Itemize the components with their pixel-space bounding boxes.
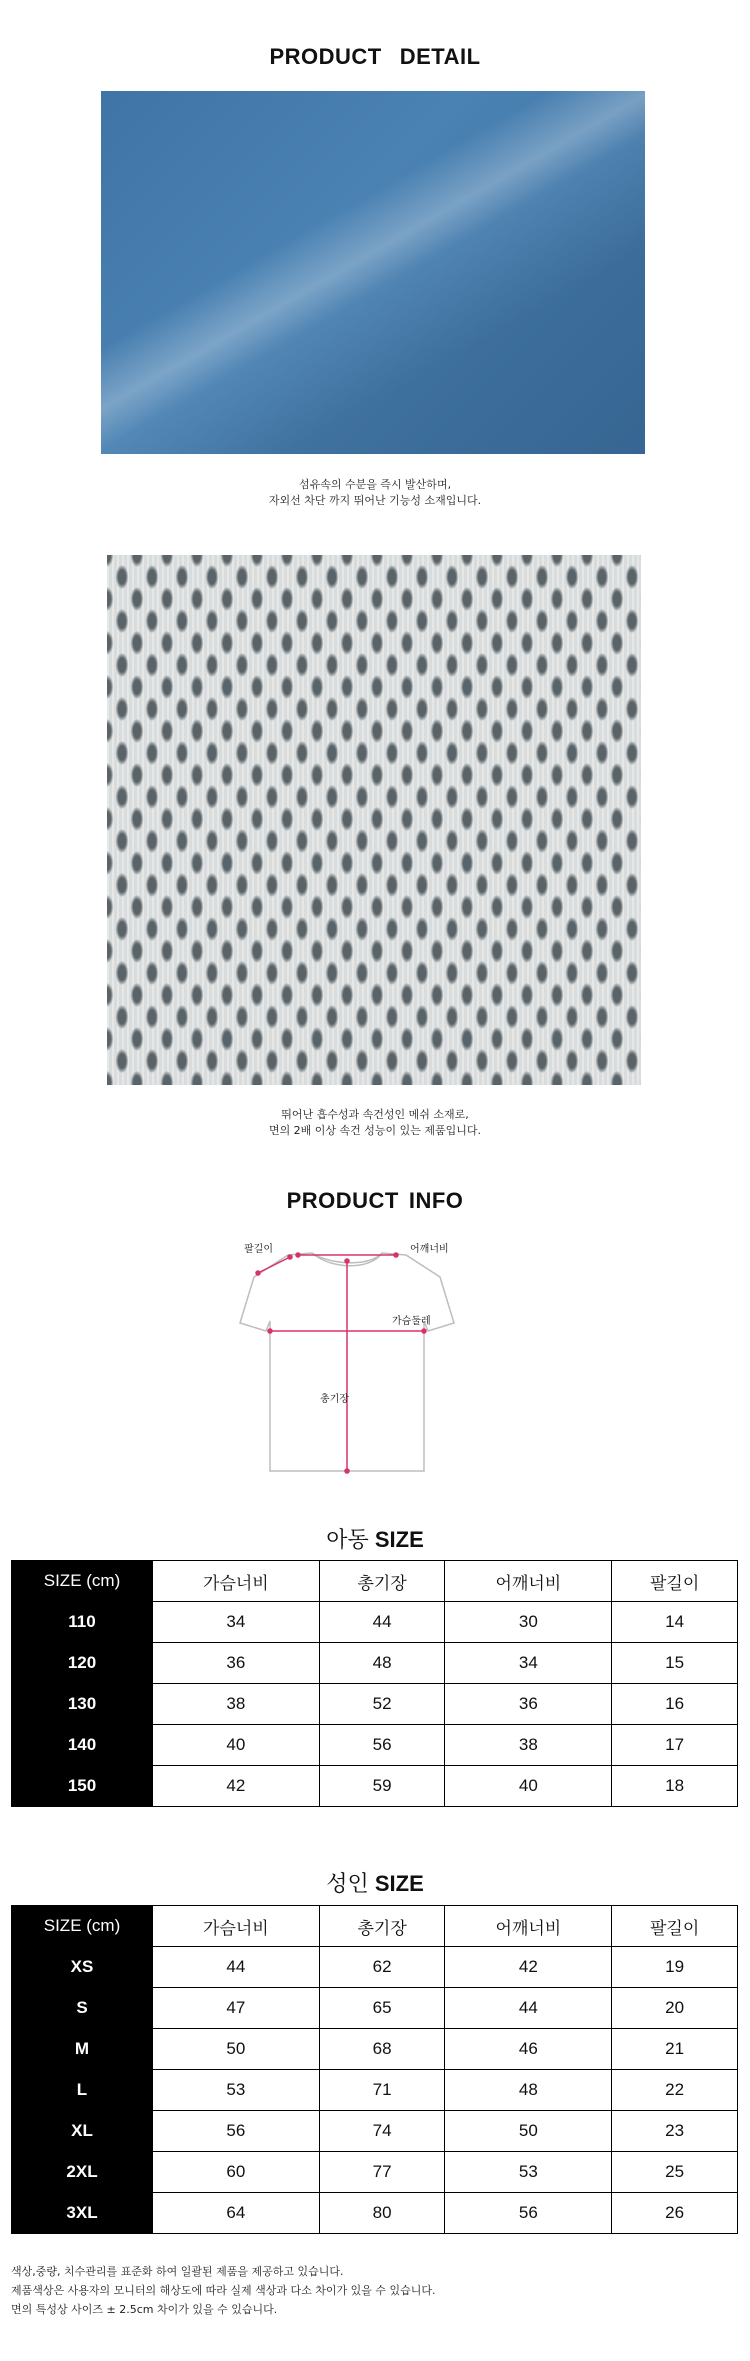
kids-col-shoulder: 어깨너비 xyxy=(445,1561,612,1602)
caption-2-line-1: 뛰어난 흡수성과 속건성인 메쉬 소재로, xyxy=(281,1108,469,1121)
size-label: M xyxy=(12,2029,153,2070)
adult-col-sleeve: 팔길이 xyxy=(612,1906,738,1947)
table-cell: 56 xyxy=(319,1725,445,1766)
table-cell: 77 xyxy=(319,2152,445,2193)
table-cell: 20 xyxy=(612,1988,738,2029)
size-label: L xyxy=(12,2070,153,2111)
kids-col-sleeve: 팔길이 xyxy=(612,1561,738,1602)
detail-title-b: DETAIL xyxy=(399,44,481,69)
kids-col-chest: 가슴너비 xyxy=(153,1561,320,1602)
table-cell: 36 xyxy=(445,1684,612,1725)
note-line: 면의 특성상 사이즈 ± 2.5cm 차이가 있을 수 있습니다. xyxy=(11,2303,278,2316)
table-cell: 50 xyxy=(445,2111,612,2152)
table-row xyxy=(12,1602,738,1643)
caption-1-line-2: 자외선 차단 까지 뛰어난 기능성 소재입니다. xyxy=(268,494,482,507)
label-shoulder: 어깨너비 xyxy=(410,1244,449,1255)
adult-col-size: SIZE (cm) xyxy=(12,1906,153,1947)
table-cell: 34 xyxy=(445,1643,612,1684)
table-cell: 34 xyxy=(153,1602,320,1643)
table-cell: 48 xyxy=(319,1643,445,1684)
size-label: XL xyxy=(12,2111,153,2152)
table-cell: 44 xyxy=(445,1988,612,2029)
table-row xyxy=(12,1725,738,1766)
fabric-caption-1 xyxy=(0,477,750,509)
info-title-a: PRODUCT xyxy=(286,1188,399,1213)
note-line: 색상,중량, 치수관리를 표준화 하여 일괄된 제품을 제공하고 있습니다. xyxy=(11,2265,344,2278)
table-row xyxy=(12,1947,738,1988)
label-length: 총기장 xyxy=(320,1394,349,1405)
table-cell: 74 xyxy=(319,2111,445,2152)
adult-size-heading xyxy=(0,1867,750,1898)
size-label: XS xyxy=(12,1947,153,1988)
table-cell: 48 xyxy=(445,2070,612,2111)
table-row xyxy=(12,1684,738,1725)
table-cell: 46 xyxy=(445,2029,612,2070)
table-cell: 50 xyxy=(153,2029,320,2070)
adult-heading-en: SIZE xyxy=(374,1871,424,1896)
table-row xyxy=(12,2152,738,2193)
kids-heading-ko: 아동 xyxy=(326,1527,369,1552)
table-cell: 44 xyxy=(319,1602,445,1643)
detail-title-a: PRODUCT xyxy=(269,44,382,69)
table-row xyxy=(12,1643,738,1684)
adult-header-row xyxy=(12,1906,738,1947)
table-row xyxy=(12,1988,738,2029)
kids-header-row xyxy=(12,1561,738,1602)
table-cell: 40 xyxy=(153,1725,320,1766)
caption-1-line-1: 섬유속의 수분을 즉시 발산하며, xyxy=(298,478,452,491)
adult-col-shoulder: 어깨너비 xyxy=(445,1906,612,1947)
table-cell: 25 xyxy=(612,2152,738,2193)
table-cell: 71 xyxy=(319,2070,445,2111)
table-cell: 53 xyxy=(153,2070,320,2111)
table-cell: 23 xyxy=(612,2111,738,2152)
table-cell: 21 xyxy=(612,2029,738,2070)
fabric-caption-2 xyxy=(0,1107,750,1139)
table-row xyxy=(12,2111,738,2152)
table-cell: 30 xyxy=(445,1602,612,1643)
info-title-b: INFO xyxy=(408,1188,464,1213)
table-cell: 47 xyxy=(153,1988,320,2029)
table-cell: 26 xyxy=(612,2193,738,2234)
table-cell: 62 xyxy=(319,1947,445,1988)
table-cell: 42 xyxy=(153,1766,320,1807)
table-cell: 56 xyxy=(153,2111,320,2152)
fabric-photo-mesh xyxy=(107,555,641,1085)
table-cell: 38 xyxy=(153,1684,320,1725)
note-line: 제품색상은 사용자의 모니터의 해상도에 따라 실제 색상과 다소 차이가 있을 수 있습니다. xyxy=(11,2284,436,2297)
size-label: 150 xyxy=(12,1766,153,1807)
table-cell: 53 xyxy=(445,2152,612,2193)
info-title xyxy=(0,1188,750,1214)
table-row xyxy=(12,2070,738,2111)
size-label: 140 xyxy=(12,1725,153,1766)
detail-title xyxy=(0,44,750,70)
adult-heading-ko: 성인 xyxy=(326,1871,369,1896)
table-cell: 16 xyxy=(612,1684,738,1725)
size-label: 130 xyxy=(12,1684,153,1725)
caption-2-line-2: 면의 2배 이상 속건 성능이 있는 제품입니다. xyxy=(268,1124,482,1137)
size-label: 2XL xyxy=(12,2152,153,2193)
table-cell: 80 xyxy=(319,2193,445,2234)
table-cell: 18 xyxy=(612,1766,738,1807)
adult-col-length: 총기장 xyxy=(319,1906,445,1947)
table-cell: 56 xyxy=(445,2193,612,2234)
table-row xyxy=(12,2193,738,2234)
table-cell: 64 xyxy=(153,2193,320,2234)
table-cell: 65 xyxy=(319,1988,445,2029)
table-cell: 59 xyxy=(319,1766,445,1807)
table-cell: 68 xyxy=(319,2029,445,2070)
size-label: 3XL xyxy=(12,2193,153,2234)
label-chest: 가슴둘레 xyxy=(392,1316,431,1327)
table-cell: 38 xyxy=(445,1725,612,1766)
size-label: 120 xyxy=(12,1643,153,1684)
kids-heading-en: SIZE xyxy=(374,1527,424,1552)
fabric-photo-blue xyxy=(101,91,645,454)
size-label: S xyxy=(12,1988,153,2029)
kids-size-table xyxy=(11,1560,738,1807)
adult-col-chest: 가슴너비 xyxy=(153,1906,320,1947)
table-cell: 40 xyxy=(445,1766,612,1807)
table-cell: 17 xyxy=(612,1725,738,1766)
table-cell: 44 xyxy=(153,1947,320,1988)
size-label: 110 xyxy=(12,1602,153,1643)
table-cell: 60 xyxy=(153,2152,320,2193)
table-cell: 22 xyxy=(612,2070,738,2111)
kids-size-heading xyxy=(0,1523,750,1554)
adult-size-table xyxy=(11,1905,738,2234)
kids-col-size: SIZE (cm) xyxy=(12,1561,153,1602)
table-cell: 14 xyxy=(612,1602,738,1643)
table-row xyxy=(12,1766,738,1807)
table-cell: 42 xyxy=(445,1947,612,1988)
table-cell: 19 xyxy=(612,1947,738,1988)
kids-col-length: 총기장 xyxy=(319,1561,445,1602)
table-row xyxy=(12,2029,738,2070)
table-cell: 15 xyxy=(612,1643,738,1684)
tshirt-diagram xyxy=(230,1225,530,1485)
table-cell: 52 xyxy=(319,1684,445,1725)
label-sleeve: 팔길이 xyxy=(244,1244,273,1255)
table-cell: 36 xyxy=(153,1643,320,1684)
size-notes xyxy=(11,2262,741,2319)
